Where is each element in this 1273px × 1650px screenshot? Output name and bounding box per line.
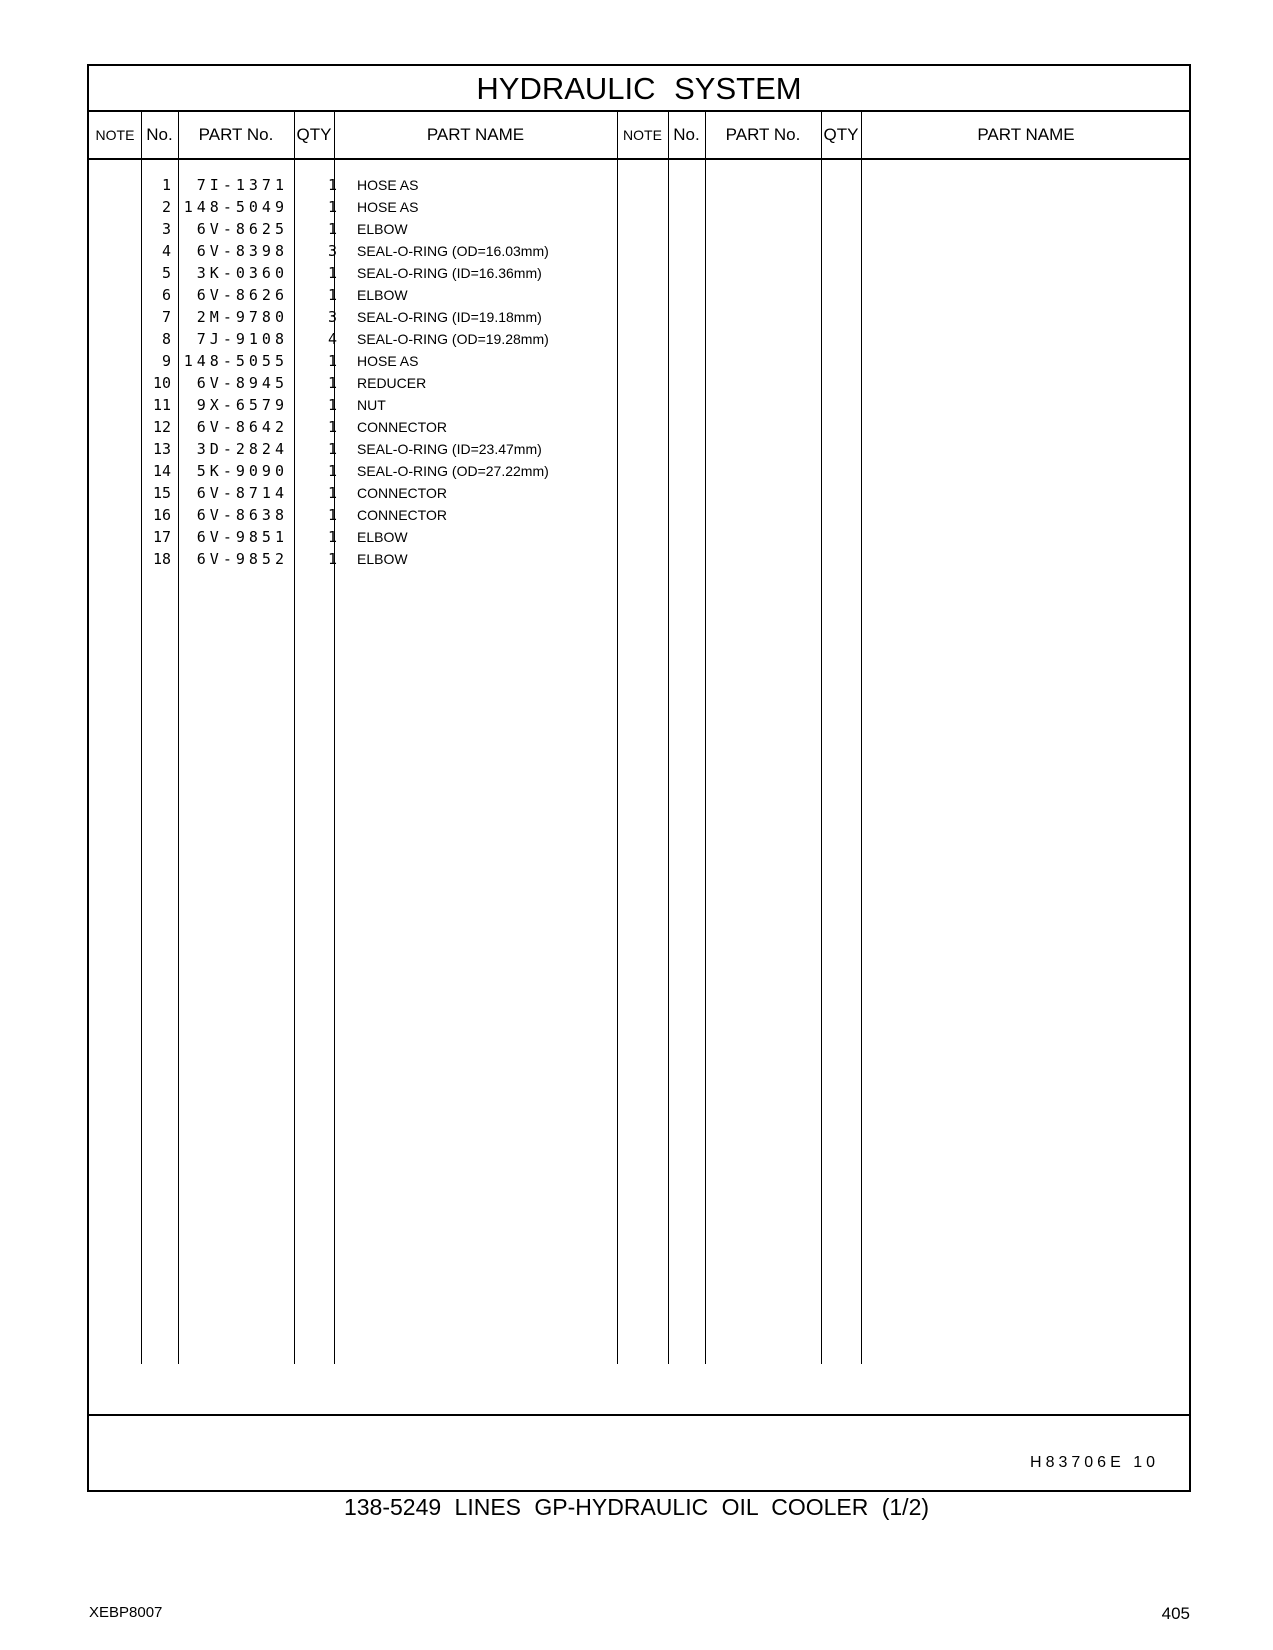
quantity: 1 bbox=[327, 176, 337, 194]
part-name: SEAL-O-RING (ID=16.36mm) bbox=[357, 265, 542, 281]
part-name: ELBOW bbox=[357, 529, 408, 545]
part-number: 6V-8626 bbox=[196, 286, 288, 304]
part-number: 5K-9090 bbox=[196, 462, 288, 480]
page-number: 405 bbox=[1161, 1604, 1190, 1623]
quantity: 4 bbox=[327, 330, 337, 348]
quantity: 1 bbox=[327, 462, 337, 480]
table-row bbox=[89, 526, 1189, 549]
quantity: 1 bbox=[327, 374, 337, 392]
item-number: 1 bbox=[161, 176, 171, 194]
item-number: 16 bbox=[152, 506, 171, 524]
drawing-code: H83706E 10 bbox=[1030, 1454, 1159, 1471]
item-number: 7 bbox=[161, 308, 171, 326]
part-number: 2M-9780 bbox=[196, 308, 288, 326]
table-row bbox=[89, 416, 1189, 439]
header-no-left: No. bbox=[146, 125, 173, 144]
part-number: 6V-8638 bbox=[196, 506, 288, 524]
quantity: 1 bbox=[327, 506, 337, 524]
item-number: 5 bbox=[161, 264, 171, 282]
part-number: 148-5049 bbox=[183, 198, 288, 216]
part-name: SEAL-O-RING (ID=23.47mm) bbox=[357, 441, 542, 457]
part-name: SEAL-O-RING (OD=19.28mm) bbox=[357, 331, 549, 347]
header-part-name-right: PART NAME bbox=[977, 125, 1075, 144]
item-number: 11 bbox=[152, 396, 171, 414]
table-footer-divider bbox=[89, 1414, 1189, 1416]
item-number: 10 bbox=[152, 374, 171, 392]
part-name: SEAL-O-RING (OD=27.22mm) bbox=[357, 463, 549, 479]
parts-table-frame bbox=[87, 64, 1191, 1492]
part-name: ELBOW bbox=[357, 551, 408, 567]
part-number: 6V-8625 bbox=[196, 220, 288, 238]
quantity: 3 bbox=[327, 308, 337, 326]
table-row bbox=[89, 372, 1189, 395]
quantity: 1 bbox=[327, 220, 337, 238]
part-name: HOSE AS bbox=[357, 353, 419, 369]
item-number: 18 bbox=[152, 550, 171, 568]
part-number: 148-5055 bbox=[183, 352, 288, 370]
part-name: ELBOW bbox=[357, 287, 408, 303]
table-row bbox=[89, 350, 1189, 373]
part-number: 3D-2824 bbox=[196, 440, 288, 458]
part-name: HOSE AS bbox=[357, 177, 419, 193]
header-qty-right: QTY bbox=[823, 125, 859, 144]
part-number: 6V-8642 bbox=[196, 418, 288, 436]
quantity: 1 bbox=[327, 484, 337, 502]
part-name: HOSE AS bbox=[357, 199, 419, 215]
quantity: 1 bbox=[327, 264, 337, 282]
item-number: 3 bbox=[161, 220, 171, 238]
table-row bbox=[89, 262, 1189, 285]
header-note-right: NOTE bbox=[623, 127, 662, 143]
table-row bbox=[89, 174, 1189, 197]
header-part-name-left: PART NAME bbox=[426, 125, 525, 144]
section-title: HYDRAULIC SYSTEM bbox=[89, 66, 1189, 112]
item-number: 14 bbox=[152, 462, 171, 480]
quantity: 1 bbox=[327, 550, 337, 568]
table-row bbox=[89, 328, 1189, 351]
table-row bbox=[89, 460, 1189, 483]
item-number: 6 bbox=[161, 286, 171, 304]
item-number: 17 bbox=[152, 528, 171, 546]
table-row bbox=[89, 482, 1189, 505]
quantity: 1 bbox=[327, 396, 337, 414]
table-row bbox=[89, 306, 1189, 329]
part-number: 3K-0360 bbox=[196, 264, 288, 282]
part-name: CONNECTOR bbox=[357, 485, 447, 501]
part-name: REDUCER bbox=[357, 375, 427, 391]
header-no-right: No. bbox=[673, 125, 700, 144]
part-number: 6V-8714 bbox=[196, 484, 288, 502]
table-row bbox=[89, 218, 1189, 241]
item-number: 4 bbox=[161, 242, 171, 260]
quantity: 3 bbox=[327, 242, 337, 260]
item-number: 13 bbox=[152, 440, 171, 458]
part-name: NUT bbox=[357, 397, 386, 413]
header-part-no-right: PART No. bbox=[725, 125, 801, 144]
item-number: 12 bbox=[152, 418, 171, 436]
item-number: 8 bbox=[161, 330, 171, 348]
part-number: 9X-6579 bbox=[196, 396, 288, 414]
header-part-no-left: PART No. bbox=[198, 125, 274, 144]
table-row bbox=[89, 284, 1189, 307]
assembly-caption: 138-5249 LINES GP-HYDRAULIC OIL COOLER (1/2) bbox=[343, 1494, 930, 1520]
quantity: 1 bbox=[327, 352, 337, 370]
table-row bbox=[89, 196, 1189, 219]
document-number: XEBP8007 bbox=[89, 1604, 163, 1621]
part-number: 6V-8398 bbox=[196, 242, 288, 260]
quantity: 1 bbox=[327, 528, 337, 546]
quantity: 1 bbox=[327, 418, 337, 436]
table-row bbox=[89, 548, 1189, 571]
part-name: SEAL-O-RING (OD=16.03mm) bbox=[357, 243, 549, 259]
part-number: 6V-9851 bbox=[196, 528, 288, 546]
item-number: 2 bbox=[161, 198, 171, 216]
part-number: 6V-8945 bbox=[196, 374, 288, 392]
table-row bbox=[89, 394, 1189, 417]
table-row bbox=[89, 240, 1189, 263]
part-name: ELBOW bbox=[357, 221, 408, 237]
quantity: 1 bbox=[327, 440, 337, 458]
part-number: 6V-9852 bbox=[196, 550, 288, 568]
part-name: SEAL-O-RING (ID=19.18mm) bbox=[357, 309, 542, 325]
part-name: CONNECTOR bbox=[357, 419, 447, 435]
part-number: 7I-1371 bbox=[196, 176, 288, 194]
item-number: 15 bbox=[152, 484, 171, 502]
header-note-left: NOTE bbox=[95, 127, 135, 143]
header-qty-left: QTY bbox=[296, 125, 332, 144]
table-row bbox=[89, 438, 1189, 461]
part-name: CONNECTOR bbox=[357, 507, 447, 523]
table-header bbox=[89, 112, 1189, 160]
table-row bbox=[89, 504, 1189, 527]
quantity: 1 bbox=[327, 198, 337, 216]
quantity: 1 bbox=[327, 286, 337, 304]
item-number: 9 bbox=[161, 352, 171, 370]
part-number: 7J-9108 bbox=[196, 330, 288, 348]
